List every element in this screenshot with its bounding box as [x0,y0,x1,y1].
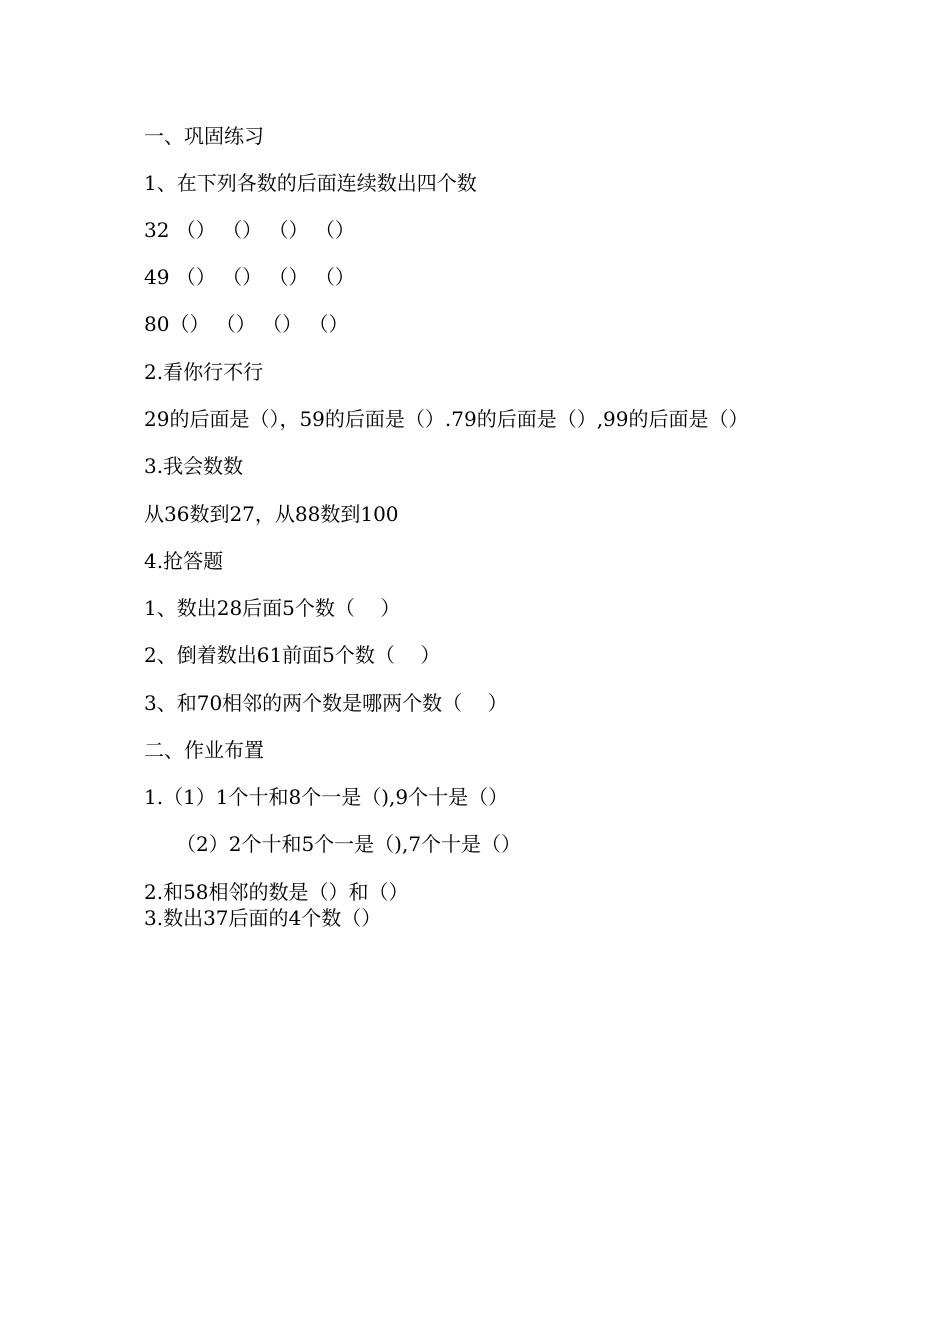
question1-row-32: 32 （） （） （） （） [144,218,355,242]
homework2: 2.和58相邻的数是（）和（） [144,880,409,904]
homework1-part2: （2）2个十和5个一是（),7个十是（） [176,832,522,856]
question4-item-3: 3、和70相邻的两个数是哪两个数（ ） [144,691,508,715]
question1-title: 1、在下列各数的后面连续数出四个数 [144,171,477,195]
question4-item-1: 1、数出28后面5个数（ ） [144,596,401,620]
question2-text: 29的后面是（），59的后面是（）.79的后面是（）,99的后面是（） [144,407,749,431]
question2-title: 2.看你行不行 [144,360,264,384]
section1-title: 一、巩固练习 [144,124,264,148]
question1-row-49: 49 （） （） （） （） [144,265,355,289]
question3-title: 3.我会数数 [144,454,244,478]
homework3: 3.数出37后面的4个数（） [144,906,382,930]
question4-title: 4.抢答题 [144,549,224,573]
section2-title: 二、作业布置 [144,738,264,762]
question1-row-80: 80（） （） （） （） [144,312,349,336]
homework1-part1: 1.（1）1个十和8个一是（),9个十是（） [144,785,509,809]
question4-item-2: 2、倒着数出61前面5个数（ ） [144,643,441,667]
question3-text: 从36数到27，从88数到100 [144,502,399,526]
